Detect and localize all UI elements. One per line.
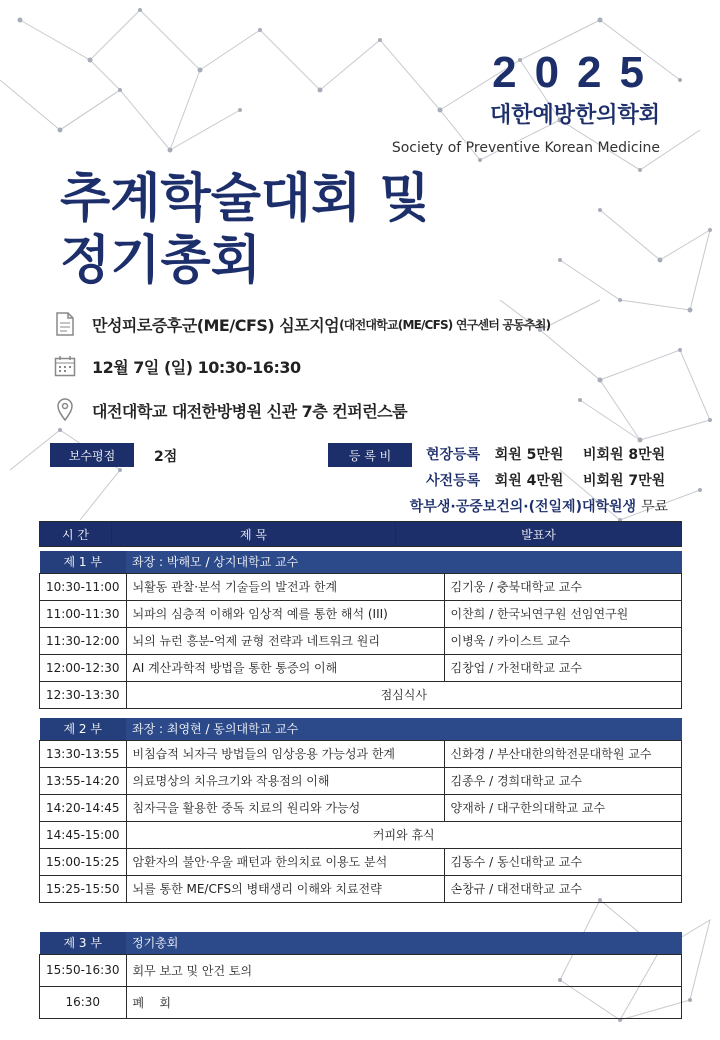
row-time: 15:00-15:25 [40,848,127,875]
row-time: 10:30-11:00 [40,573,127,600]
row-time: 16:30 [40,986,127,1018]
header-title: 제 목 [112,522,396,547]
row-time: 13:30-13:55 [40,740,127,767]
table-row [40,954,682,986]
row-title: AI 계산과학적 방법을 통한 통증의 이해 [126,654,444,681]
row-time: 15:50-16:30 [40,954,127,986]
row-speaker: 양재하 / 대구한의대학교 교수 [444,794,682,821]
row-speaker: 김기웅 / 충북대학교 교수 [444,573,682,600]
row-speaker: 신화경 / 부산대한의학전문대학원 교수 [444,740,682,767]
fee-pre-label: 사전등록 [426,473,481,489]
row-speaker: 김창업 / 가천대학교 교수 [444,654,682,681]
break-row [40,821,682,848]
row-speaker: 이찬희 / 한국뇌연구원 선임연구원 [444,600,682,627]
symposium-title: 만성피로증후군(ME/CFS) 심포지엄 [92,315,340,335]
header-speaker: 발표자 [396,522,682,547]
session-2-header [40,718,682,740]
table-row [40,986,682,1018]
break-time: 14:45-15:00 [40,821,127,848]
table-row [40,740,682,767]
organization-name-english: Society of Preventive Korean Medicine [391,140,660,156]
row-speaker: 이병욱 / 카이스트 교수 [444,627,682,654]
break-label: 점심식사 [126,681,682,708]
session-1-chair: 좌장 : 박해모 / 상지대학교 교수 [126,551,682,573]
break-row [40,681,682,708]
row-title: 뇌를 통한 ME/CFS의 병태생리 이해와 치료전략 [126,875,444,902]
session-1-table [39,551,682,709]
break-label: 커피와 휴식 [126,821,682,848]
row-time: 15:25-15:50 [40,875,127,902]
event-date: 12월 7일 (일) 10:30-16:30 [92,357,301,377]
header-time: 시 간 [40,522,112,547]
row-title: 암환자의 불안·우울 패턴과 한의치료 이용도 분석 [126,848,444,875]
row-title: 의료명상의 치유크기와 작용점의 이해 [126,767,444,794]
session-2-label: 제 2 부 [40,718,127,740]
event-title [60,168,430,292]
session-1-label: 제 1 부 [40,551,127,573]
venue-info [52,396,407,424]
fee-onsite-nonmember: 비회원 8만원 [582,447,666,463]
event-year: 2025 [492,48,662,97]
fee-label: 등 록 비 [328,443,412,467]
document-icon [52,310,78,338]
schedule-header [39,521,682,547]
calendar-icon [52,352,78,380]
row-title: 회무 보고 및 안건 토의 [126,954,682,986]
table-row [40,848,682,875]
title-line-1: 추계학술대회 및 [60,169,430,229]
row-title: 뇌활동 관찰·분석 기술들의 발전과 한계 [126,573,444,600]
credits-value: 2점 [154,449,178,465]
fee-pre [426,470,665,490]
row-time: 12:00-12:30 [40,654,127,681]
date-info [52,352,301,380]
row-title: 뇌의 뉴런 흥분-억제 균형 전략과 네트워크 원리 [126,627,444,654]
row-title: 침자극을 활용한 중독 치료의 원리와 가능성 [126,794,444,821]
fee-pre-member: 회원 4만원 [494,473,564,489]
row-speaker: 김종우 / 경희대학교 교수 [444,767,682,794]
title-line-2: 정기총회 [60,231,261,291]
fee-onsite-label: 현장등록 [426,447,481,463]
fee-onsite [426,444,665,464]
break-time: 12:30-13:30 [40,681,127,708]
organization-name-korean: 대한예방한의학회 [489,103,660,128]
fee-onsite-member: 회원 5만원 [494,447,564,463]
row-speaker: 손창규 / 대전대학교 교수 [444,875,682,902]
session-3-header [40,932,682,954]
session-2-chair: 좌장 : 최영현 / 동의대학교 교수 [126,718,682,740]
table-row [40,600,682,627]
symposium-cohost: (대전대학교(ME/CFS) 연구센터 공동추최) [339,317,551,332]
table-row [40,794,682,821]
row-time: 11:00-11:30 [40,600,127,627]
location-pin-icon [52,396,78,424]
session-3-label: 제 3 부 [40,932,127,954]
symposium-info [52,310,550,338]
row-title: 뇌파의 심층적 이해와 임상적 예를 통한 해석 (III) [126,600,444,627]
fee-students-free: 무료 [640,499,668,515]
row-title: 폐 회 [126,986,682,1018]
fee-students-label: 학부생·공중보건의·(전일제)대학원생 [409,499,637,515]
credits-label: 보수평점 [50,443,134,467]
table-row [40,875,682,902]
event-venue: 대전대학교 대전한방병원 신관 7층 컨퍼런스룸 [92,401,408,421]
fee-pre-nonmember: 비회원 7만원 [582,473,666,489]
session-1-header [40,551,682,573]
table-row [40,627,682,654]
fee-students [410,496,668,516]
row-time: 14:20-14:45 [40,794,127,821]
row-time: 11:30-12:00 [40,627,127,654]
table-row [40,767,682,794]
session-3-table [39,932,682,1019]
session-3-title: 정기총회 [126,932,682,954]
session-2-table [39,718,682,903]
table-row [40,654,682,681]
row-speaker: 김동수 / 동신대학교 교수 [444,848,682,875]
table-row [40,573,682,600]
row-title: 비침습적 뇌자극 방법들의 임상응용 가능성과 한계 [126,740,444,767]
row-time: 13:55-14:20 [40,767,127,794]
